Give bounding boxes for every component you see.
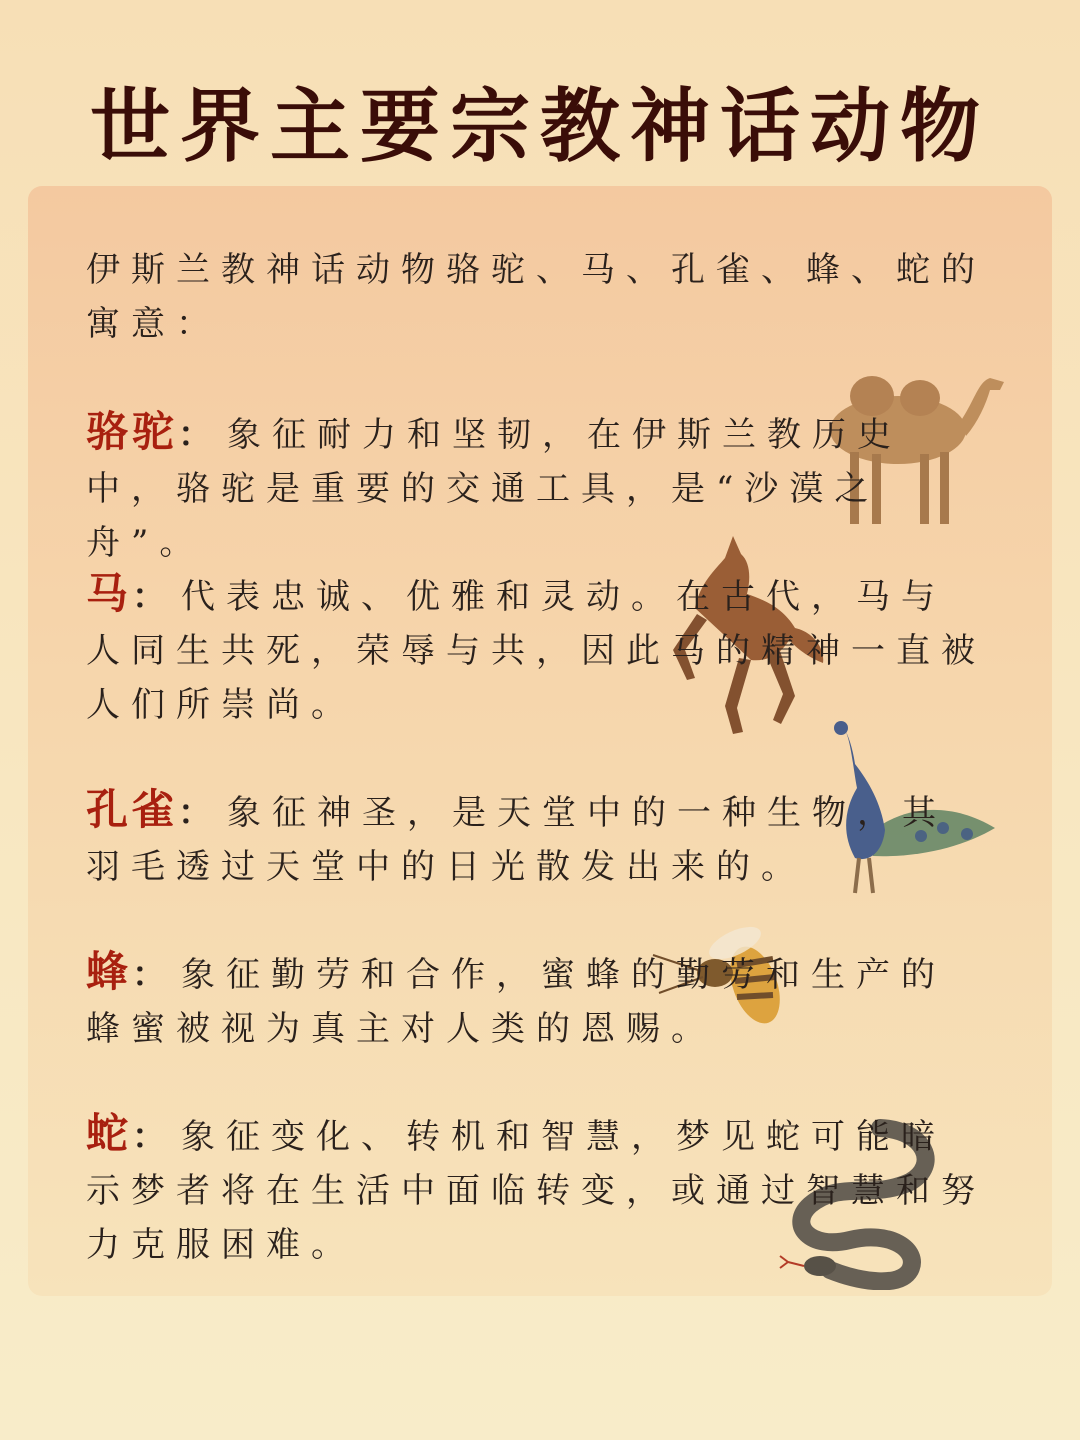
section-text: 象征耐力和坚韧，在伊斯兰教历史中，骆驼是重要的交通工具，是“沙漠之舟”。	[86, 415, 903, 563]
section-camel	[86, 405, 986, 570]
section-text: 象征勤劳和合作，蜜蜂的勤劳和生产的蜂蜜被视为真主对人类的恩赐。	[86, 955, 947, 1049]
section-name: 蜂	[86, 947, 133, 996]
section-colon: ：	[132, 955, 178, 995]
section-name: 骆驼	[86, 407, 179, 456]
section-name: 蛇	[86, 1109, 133, 1158]
section-snake	[86, 1107, 986, 1272]
section-colon: ：	[132, 1117, 178, 1157]
section-text: 代表忠诚、优雅和灵动。在古代，马与人同生共死，荣辱与共，因此马的精神一直被人们所崇尚。	[86, 577, 986, 725]
section-name: 孔雀	[86, 785, 179, 834]
intro-text: 伊斯兰教神话动物骆驼、马、孔雀、蜂、蛇的寓意：	[86, 250, 986, 344]
section-text: 象征神圣，是天堂中的一种生物，其羽毛透过天堂中的日光散发出来的。	[86, 793, 948, 887]
section-colon: ：	[132, 577, 178, 617]
section-colon: ：	[178, 415, 224, 455]
section-peacock	[86, 783, 986, 894]
section-text: 象征变化、转机和智慧，梦见蛇可能暗示梦者将在生活中面临转变，或通过智慧和努力克服困难。	[86, 1117, 986, 1265]
section-horse	[86, 567, 986, 732]
section-bee	[86, 945, 986, 1056]
page-title: 世界主要宗教神话动物	[90, 80, 990, 173]
section-colon: ：	[178, 793, 224, 833]
section-name: 马	[86, 569, 133, 618]
